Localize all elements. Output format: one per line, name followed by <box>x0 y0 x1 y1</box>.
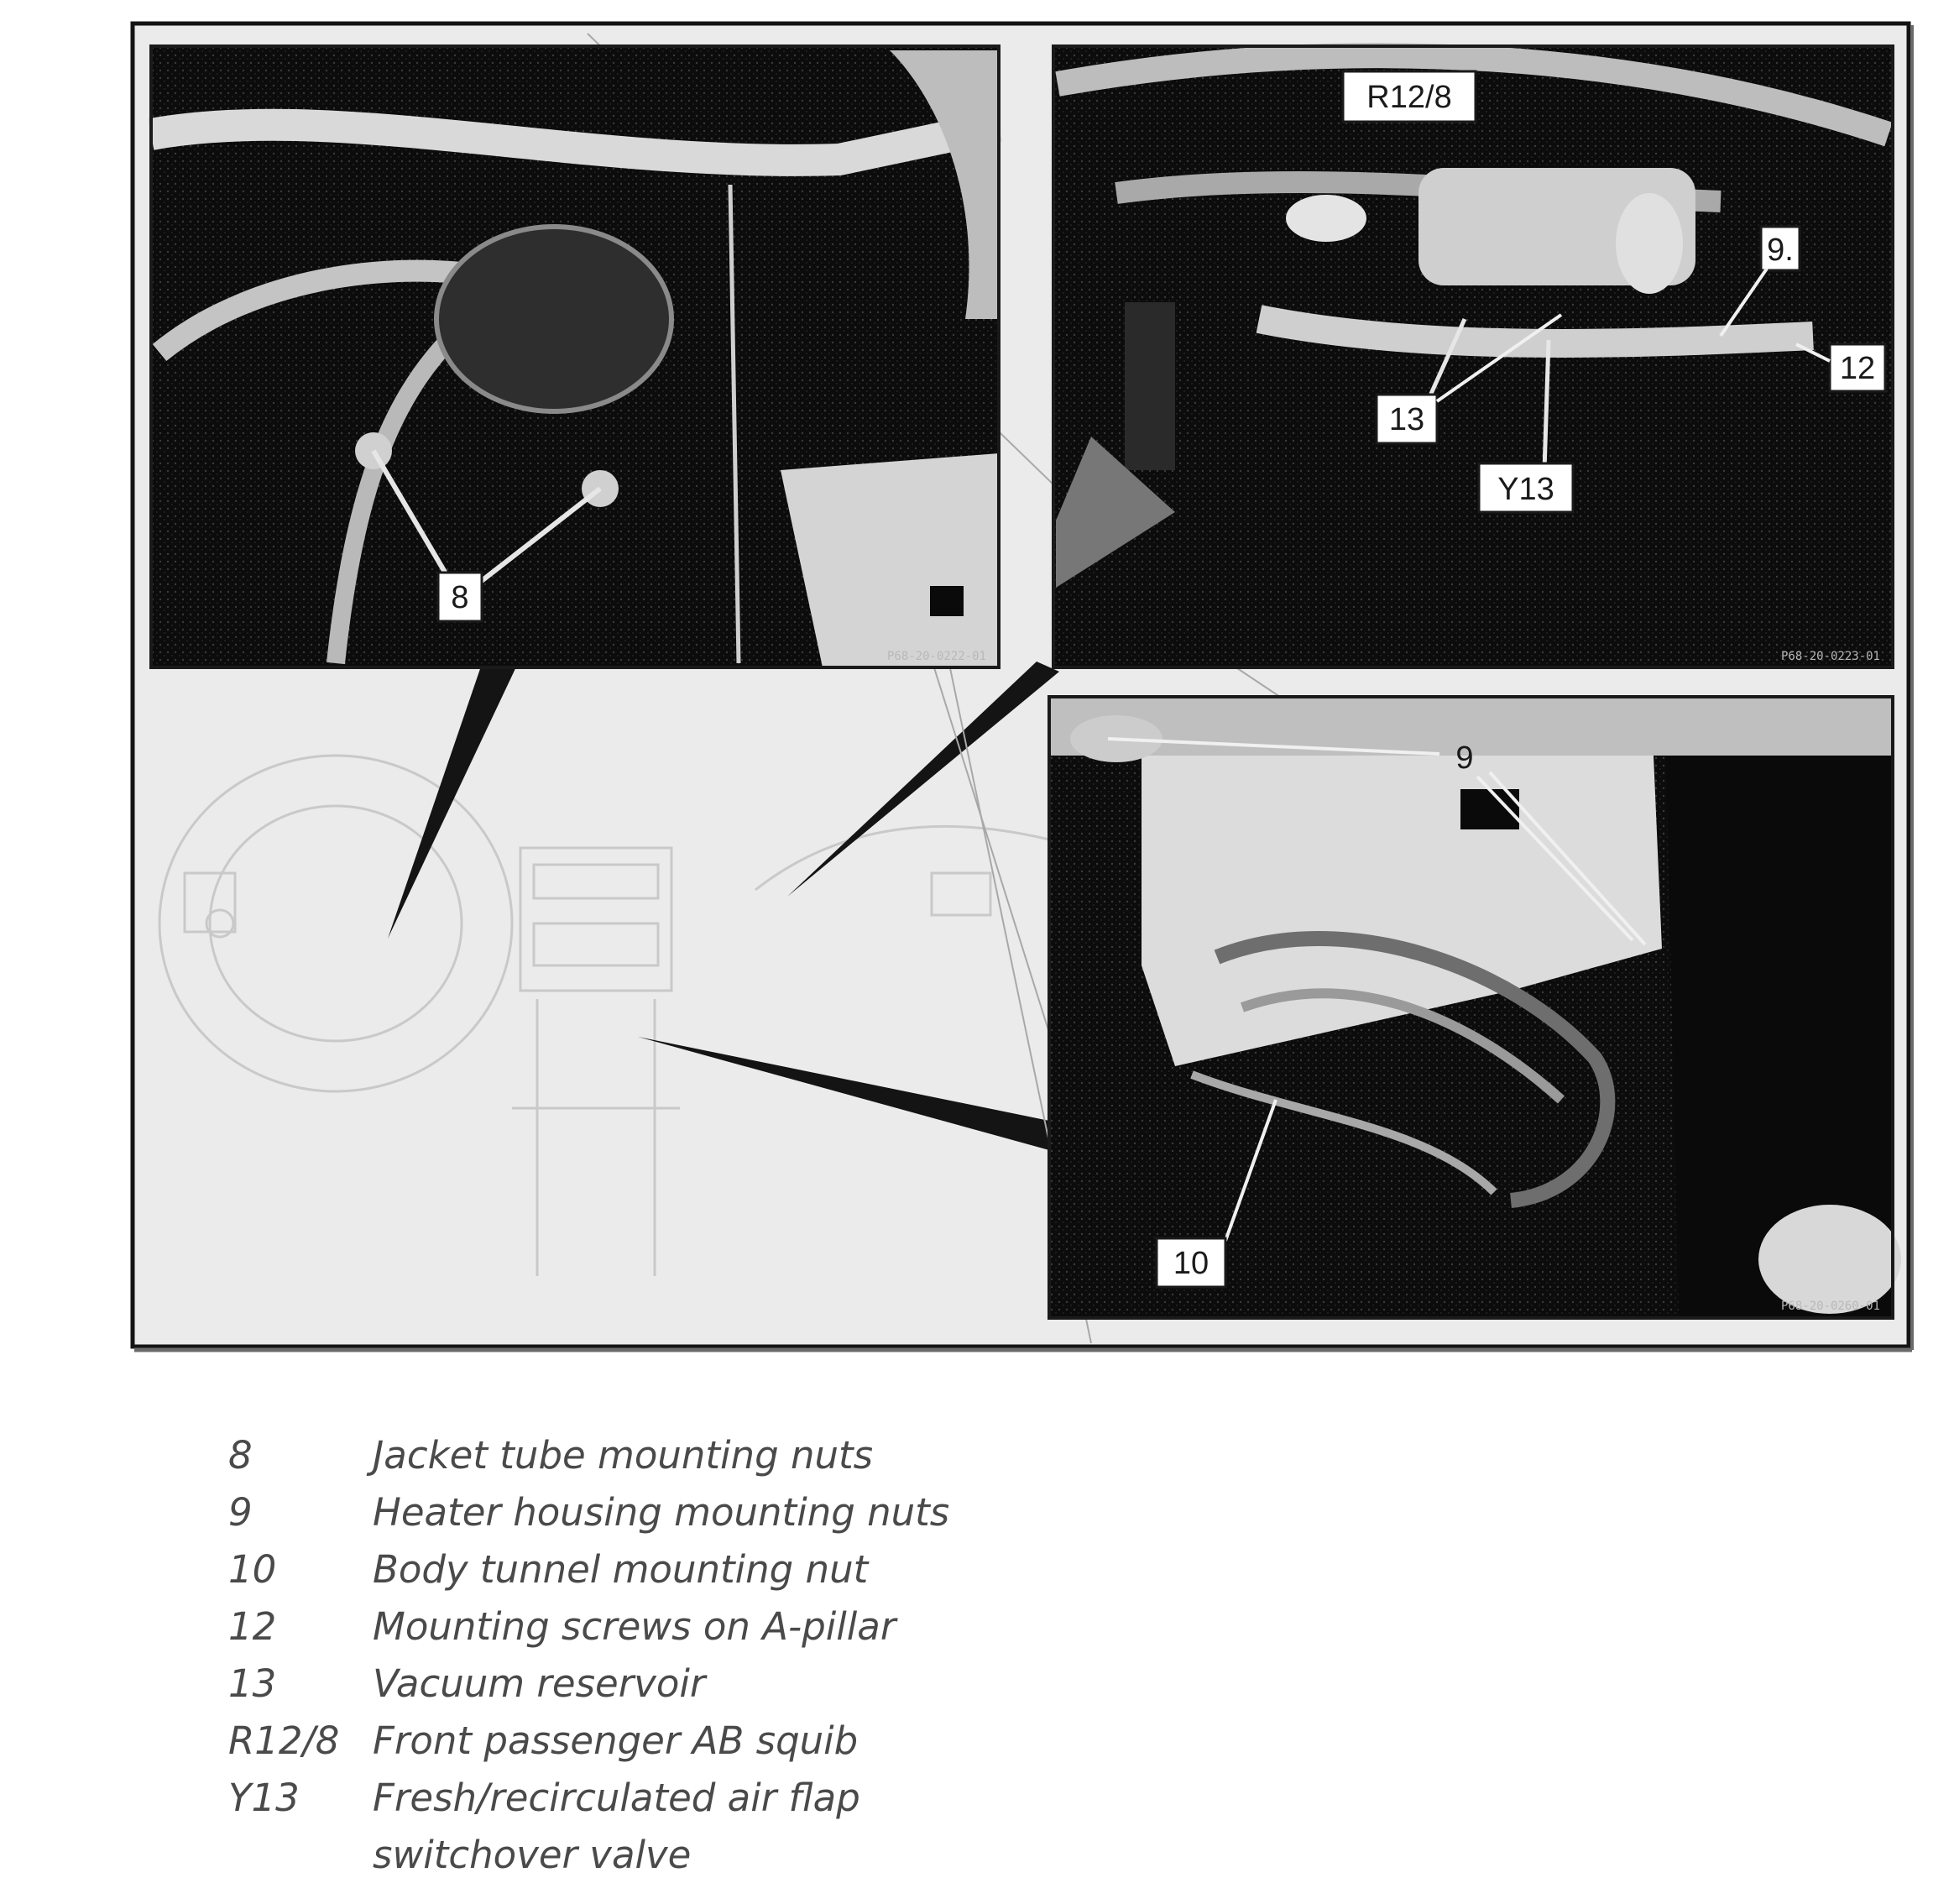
legend-code: 10 <box>228 1547 277 1592</box>
legend-code: 12 <box>228 1604 277 1649</box>
svg-text:8: 8 <box>451 580 469 615</box>
figure-legend <box>228 1427 1403 1884</box>
svg-text:Y13: Y13 <box>1497 472 1554 507</box>
callout-8 <box>438 573 482 621</box>
top-left-photo-id: P68-20-0222-01 <box>886 650 986 663</box>
svg-text:R12/8: R12/8 <box>1366 80 1452 115</box>
legend-description: Body tunnel mounting nut <box>373 1547 869 1592</box>
callout-9-top-right <box>1761 227 1800 270</box>
legend-row <box>228 1484 1403 1541</box>
callout-13 <box>1377 395 1437 443</box>
legend-code-empty <box>228 1827 373 1884</box>
legend-description: Vacuum reservoir <box>373 1661 706 1706</box>
svg-text:9: 9 <box>1455 740 1474 776</box>
bottom-right-photo-id: P68-20-0260-01 <box>1780 1300 1880 1313</box>
legend-row <box>228 1713 1403 1770</box>
legend-description: Heater housing mounting nuts <box>373 1490 950 1535</box>
legend-description: Fresh/recirculated air flap <box>373 1776 860 1820</box>
bottom-right-photo <box>1049 697 1901 1318</box>
callout-9-bottom-right <box>1455 740 1473 776</box>
legend-row <box>228 1541 1403 1598</box>
svg-text:10: 10 <box>1173 1246 1209 1281</box>
callout-y13 <box>1479 463 1573 512</box>
callout-12 <box>1830 344 1885 391</box>
top-right-photo-id: P68-20-0223-01 <box>1780 650 1880 663</box>
legend-description: Mounting screws on A-pillar <box>373 1604 896 1649</box>
svg-text:9.: 9. <box>1767 233 1794 268</box>
legend-code: R12/8 <box>228 1718 340 1763</box>
legend-description: Jacket tube mounting nuts <box>373 1433 874 1478</box>
svg-text:12: 12 <box>1839 351 1876 386</box>
legend-description-continuation: switchover valve <box>373 1833 692 1877</box>
callout-10 <box>1157 1238 1225 1287</box>
legend-row <box>228 1598 1403 1656</box>
legend-row <box>228 1770 1403 1827</box>
top-left-photo <box>151 46 999 667</box>
svg-text:13: 13 <box>1388 402 1425 437</box>
top-right-photo <box>1053 46 1893 667</box>
callout-r12-8 <box>1343 71 1476 122</box>
legend-row-continuation <box>228 1827 1403 1884</box>
legend-description: Front passenger AB squib <box>373 1718 859 1763</box>
legend-row <box>228 1427 1403 1484</box>
legend-code: 13 <box>228 1661 277 1706</box>
legend-code: Y13 <box>228 1776 300 1820</box>
legend-code: 9 <box>228 1490 253 1535</box>
legend-code: 8 <box>228 1433 253 1478</box>
legend-row <box>228 1656 1403 1713</box>
